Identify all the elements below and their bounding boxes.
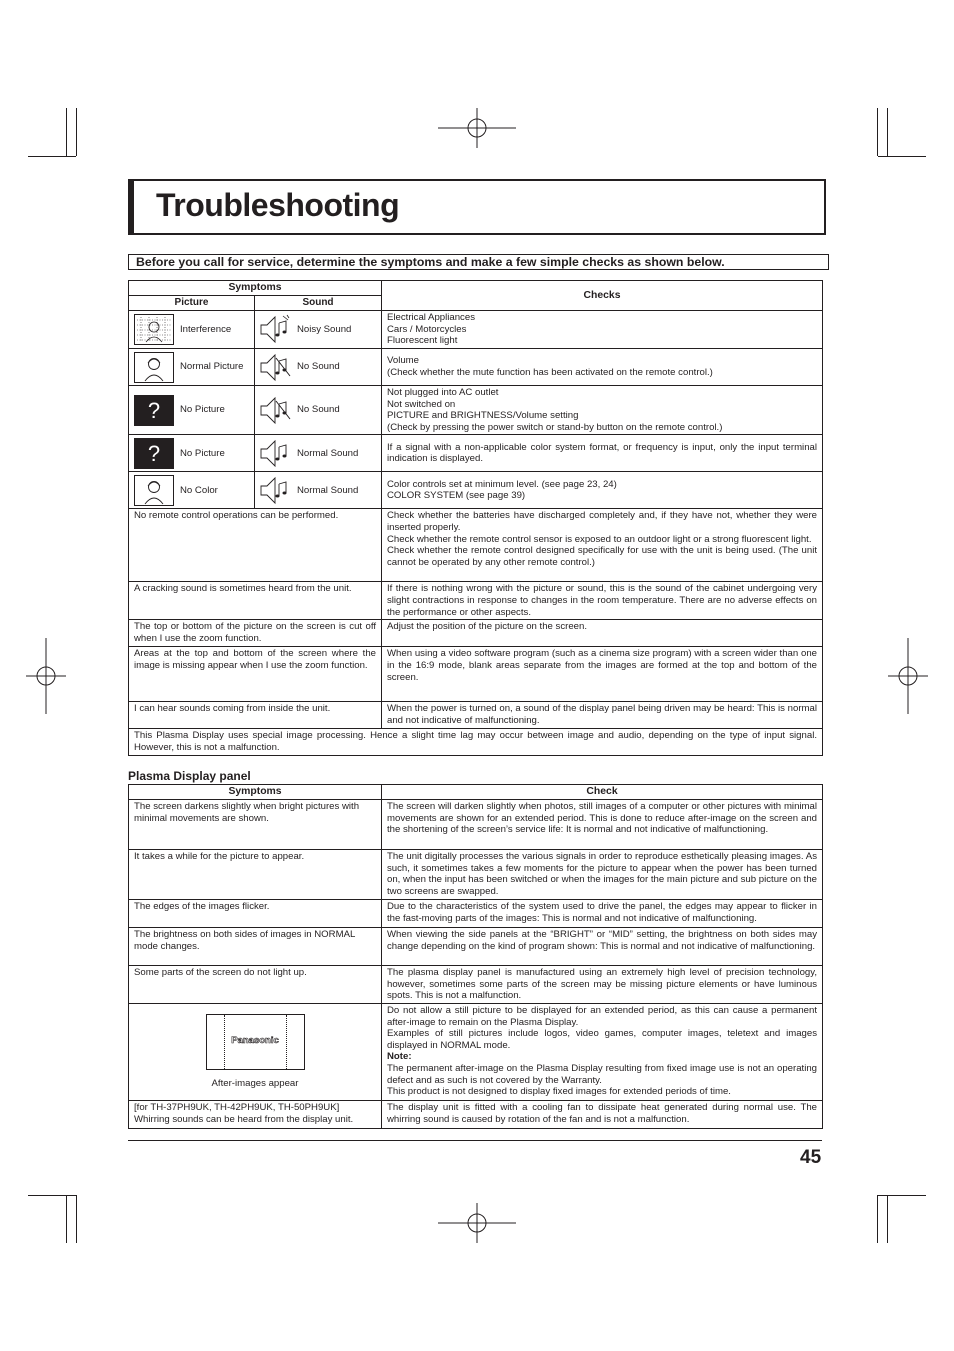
picture-label: Normal Picture	[180, 361, 244, 373]
check-cell	[382, 1004, 823, 1101]
symptom-cell: The edges of the images flicker.	[129, 900, 382, 928]
check-line: (Check by pressing the power switch or stand-by button on the remote control.)	[387, 421, 723, 433]
no-picture-icon: ?	[134, 438, 174, 469]
sound-label: No Sound	[297, 361, 340, 373]
model-list: [for TH-37PH9UK, TH-42PH9UK, TH-50PH9UK]	[134, 1102, 340, 1113]
crop-mark	[877, 1195, 878, 1243]
symptom-cell: I can hear sounds coming from inside the unit.	[129, 702, 382, 729]
check-cell: The display unit is fitted with a cooling fan to dissipate heat generated during normal use. The whirring sound is caused by rotation of the fan and is not a malfunction.	[382, 1101, 823, 1129]
footer-note: This Plasma Display uses special image processing. Hence a slight time lag may occur between image and audio, depending on the type of input signal. However, this is not a malfunction.	[129, 729, 823, 756]
no-picture-icon: ?	[134, 395, 174, 426]
no-sound-icon	[259, 395, 291, 426]
picture-label: No Picture	[180, 404, 225, 416]
noisy-sound-icon	[259, 314, 291, 345]
registration-mark-icon	[26, 638, 66, 714]
check-line: Not plugged into AC outlet	[387, 387, 499, 398]
crop-mark	[66, 108, 67, 156]
sound-label: Noisy Sound	[297, 323, 352, 335]
checks-cell: If a signal with a non-applicable color system format, or frequency is input, only the input terminal indication is displayed.	[382, 435, 823, 472]
sound-label: Normal Sound	[297, 484, 359, 496]
check-line: Fluorescent light	[387, 335, 458, 347]
afterimage-screen-icon	[206, 1014, 305, 1070]
symptoms-header: Symptoms	[129, 785, 382, 800]
sound-cell	[255, 386, 382, 435]
symptoms-header: Symptoms	[129, 281, 382, 296]
check-cell: Due to the characteristics of the system used to drive the panel, the edges may appear to flicker in the fast-moving parts of the images: This is normal and not indicative of malfunctioning.	[382, 900, 823, 928]
table-row	[129, 386, 823, 435]
table-row	[129, 1101, 823, 1129]
table-row	[129, 1004, 823, 1101]
table-row	[129, 702, 823, 729]
normal-sound-icon	[259, 438, 291, 469]
table-row	[129, 509, 823, 582]
crop-mark	[76, 1195, 77, 1243]
table-row	[129, 311, 823, 349]
picture-cell	[129, 386, 255, 435]
symptom-cell: The top or bottom of the picture on the screen is cut off when I use the zoom function.	[129, 620, 382, 647]
sound-label: No Sound	[297, 404, 340, 416]
table-row	[129, 435, 823, 472]
sound-cell	[255, 472, 382, 509]
symptom-cell: Areas at the top and bottom of the screen where the image is missing appear when I use the zoom function.	[129, 647, 382, 702]
check-cell: The screen will darken slightly when photos, still images of a computer or other pictures with minimal movements are shown for an extended period. This is done to reduce after-image on the screen and the shortening of the screen’s service life: It is normal and not indicative of malfunctioning.	[382, 800, 823, 850]
afterimage-caption: After-images appear	[211, 1078, 299, 1089]
crop-mark	[878, 1195, 926, 1196]
symptom-cell: A cracking sound is sometimes heard from the unit.	[129, 582, 382, 620]
check-line: Not switched on	[387, 398, 456, 410]
check-line: Volume	[387, 355, 419, 367]
picture-header: Picture	[129, 296, 255, 311]
crop-mark	[887, 108, 888, 156]
table-row	[129, 900, 823, 928]
table-row	[129, 800, 823, 850]
symptom-line: Whirring sounds can be heard from the display unit.	[134, 1113, 354, 1125]
checks-header: Checks	[382, 281, 823, 311]
check-line: This product is not designed to display fixed images for extended periods of time.	[387, 1086, 731, 1098]
no-sound-icon	[259, 352, 291, 383]
table-row	[129, 729, 823, 756]
check-line: Do not allow a still picture to be displayed for an extended period, as this can cause a permanent after-image to remain on the Plasma Display.	[387, 1005, 817, 1028]
picture-cell	[129, 311, 255, 349]
registration-mark-icon	[438, 1203, 516, 1243]
check-line: Cars / Motorcycles	[387, 323, 467, 335]
picture-cell	[129, 472, 255, 509]
check-cell: The plasma display panel is manufactured using an extremely high level of precision technology, however, sometimes some parts of the screen may be missing picture elements or have luminous spots. This is not a malfunction.	[382, 966, 823, 1004]
crop-mark	[66, 1195, 67, 1243]
check-line: Color controls set at minimum level. (see page 23, 24)	[387, 478, 617, 490]
sound-cell	[255, 349, 382, 386]
symptom-cell: It takes a while for the picture to appear.	[129, 850, 382, 900]
table-row	[129, 620, 823, 647]
check-cell: If there is nothing wrong with the picture or sound, this is the sound of the cabinet undergoing very slight contractions in response to changes in the room temperature. There are no adverse effects on the performance or other aspects.	[382, 582, 823, 620]
sound-cell	[255, 435, 382, 472]
check-cell: The unit digitally processes the various signals in order to reproduce esthetically pleasing images. As such, it sometimes takes a few moments for the picture to appear when the power has been turned on, when the input has been switched or when the images for the main picture and sub picture on the two screens are swapped.	[382, 850, 823, 900]
check-line: PICTURE and BRIGHTNESS/Volume setting	[387, 410, 579, 422]
page-title-box	[128, 179, 826, 235]
check-cell: When using a video software program (such as a cinema size program) with a screen wider than one in the 16:9 mode, blank areas separate from the images are formed at the top and bottom of the screen.	[382, 647, 823, 702]
checks-cell	[382, 311, 823, 349]
symptom-cell: The brightness on both sides of images in NORMAL mode changes.	[129, 928, 382, 966]
checks-cell	[382, 472, 823, 509]
symptom-cell	[129, 1101, 382, 1129]
check-cell: Adjust the position of the picture on the screen.	[382, 620, 823, 647]
table-row	[129, 582, 823, 620]
picture-label: Interference	[180, 323, 232, 335]
normal-sound-icon	[259, 475, 291, 506]
table-row	[129, 966, 823, 1004]
table-row	[129, 349, 823, 386]
page-title: Troubleshooting	[156, 187, 400, 223]
footer-rule	[128, 1140, 822, 1141]
registration-mark-icon	[888, 638, 928, 714]
note-label: Note:	[387, 1051, 412, 1063]
plasma-panel-table	[128, 784, 823, 1129]
check-line: COLOR SYSTEM (see page 39)	[387, 490, 526, 502]
symptom-cell: The screen darkens slightly when bright pictures with minimal movements are shown.	[129, 800, 382, 850]
check-line: Examples of still pictures include logos, video games, computer images, teletext and images displayed in NORMAL mode.	[387, 1028, 817, 1051]
check-cell: When viewing the side panels at the “BRIGHT” or “MID” setting, the brightness on both sides may change depending on the kind of program shown: This is normal and not indicative of malfunctioning.	[382, 928, 823, 966]
registration-mark-icon	[438, 108, 516, 148]
sound-header: Sound	[255, 296, 382, 311]
crop-mark	[877, 108, 878, 156]
symptoms-table	[128, 280, 823, 756]
interference-picture-icon	[134, 314, 174, 345]
check-cell: When the power is turned on, a sound of the display panel being driven may be heard: This is normal and not indicative of malfunctioning.	[382, 702, 823, 729]
table-row	[129, 472, 823, 509]
check-cell: Check whether the batteries have discharged completely and, if they have not, whether they were inserted properly. Check whether the remote control sensor is exposed to an outdoor light or a strong fluorescent light. Check whether the remote control designed specifically for use with the unit is being used. (The unit cannot be operated by any other remote control.)	[382, 509, 823, 582]
picture-label: No Picture	[180, 447, 225, 459]
check-header: Check	[382, 785, 823, 800]
check-line: The permanent after-image on the Plasma Display resulting from fixed image use is not an operating defect and as such is not covered by the Warranty.	[387, 1062, 817, 1086]
crop-mark	[887, 1195, 888, 1243]
table-row	[129, 647, 823, 702]
table-row	[129, 850, 823, 900]
normal-picture-icon	[134, 352, 174, 383]
crop-mark	[878, 156, 926, 157]
intro-banner: Before you call for service, determine the symptoms and make a few simple checks as shown below.	[128, 254, 829, 270]
no-color-picture-icon	[134, 475, 174, 506]
symptom-cell: Some parts of the screen do not light up.	[129, 966, 382, 1004]
panasonic-logo: Panasonic	[231, 1035, 279, 1046]
check-line: (Check whether the mute function has been activated on the remote control.)	[387, 367, 713, 378]
crop-mark	[28, 1195, 76, 1196]
table-row	[129, 928, 823, 966]
picture-cell	[129, 435, 255, 472]
section-title: Plasma Display panel	[128, 769, 251, 783]
crop-mark	[76, 108, 77, 156]
checks-cell	[382, 386, 823, 435]
sound-label: Normal Sound	[297, 447, 359, 459]
sound-cell	[255, 311, 382, 349]
crop-mark	[28, 156, 76, 157]
symptom-cell: No remote control operations can be performed.	[129, 509, 382, 582]
check-line: Electrical Appliances	[387, 312, 475, 323]
picture-label: No Color	[180, 484, 218, 496]
picture-cell	[129, 349, 255, 386]
checks-cell	[382, 349, 823, 386]
afterimage-cell	[129, 1004, 382, 1101]
page-number: 45	[800, 1147, 822, 1168]
